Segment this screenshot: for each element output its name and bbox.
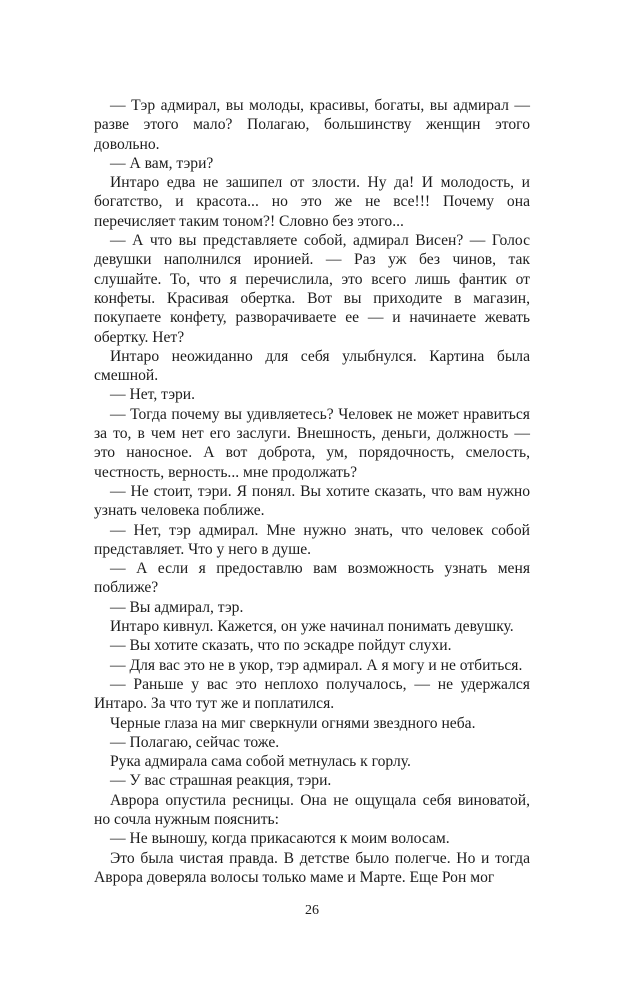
paragraph: — А вам, тэри? xyxy=(110,154,214,172)
paragraph: — Вы адмирал, тэр. xyxy=(110,598,244,616)
paragraph: — Не стоит, тэри. Я понял. Вы хотите сказать, что вам нужно узнать человека поближе. xyxy=(94,482,530,520)
page-body xyxy=(94,96,530,887)
paragraph: — У вас страшная реакция, тэри. xyxy=(110,772,332,790)
paragraph: — Тэр адмирал, вы молоды, красивы, богаты, вы адмирал — разве этого мало? Полагаю, большинству женщин этого довольно. xyxy=(94,97,530,153)
paragraph: — Нет, тэр адмирал. Мне нужно знать, что человек собой представляет. Что у него в душе. xyxy=(94,521,530,558)
paragraph: — Для вас это не в укор, тэр адмирал. А я могу и не отбиться. xyxy=(110,656,523,674)
paragraph: Рука адмирала сама собой метнулась к горлу. xyxy=(110,753,411,771)
paragraph: Черные глаза на миг сверкнули огнями звездного неба. xyxy=(110,714,476,732)
paragraph: — А что вы представляете собой, адмирал Висен? — Голос девушки наполнился иронией. — Раз уж без чинов, так слушайте. То, что я перечислила, это всего лишь фантик от конфеты. Красивая обертка. Вот вы приходите в магазин, покупаете конфету, разворачиваете ее — и начинаете жевать обертку. Нет? xyxy=(94,232,530,346)
paragraph: Интаро едва не зашипел от злости. Ну да! И молодость, и богатство, и красота... но это же не все!!! Почему она перечисляет таким тоном?! Словно без этого... xyxy=(94,174,530,230)
paragraph: Аврора опустила ресницы. Она не ощущала себя виноватой, но сочла нужным пояснить: xyxy=(94,791,530,828)
paragraph: — Нет, тэри. xyxy=(110,386,196,404)
paragraph: — Раньше у вас это неплохо получалось, — не удержался Интаро. За что тут же и поплатился. xyxy=(94,675,530,713)
paragraph: — А если я предоставлю вам возможность узнать меня поближе? xyxy=(94,560,530,597)
page-number: 26 xyxy=(305,903,319,918)
paragraph: Интаро кивнул. Кажется, он уже начинал понимать девушку. xyxy=(110,618,514,636)
paragraph: — Полагаю, сейчас тоже. xyxy=(110,733,280,751)
paragraph: Интаро неожиданно для себя улыбнулся. Картина была смешной. xyxy=(94,347,530,385)
paragraph: Это была чистая правда. В детстве было полегче. Но и тогда Аврора доверяла волосы только маме и Марте. Еще Рон мог xyxy=(94,849,530,886)
paragraph: — Тогда почему вы удивляетесь? Человек не может нравиться за то, в чем нет его заслуги. Внешность, деньги, должность — это наносное. А вот доброта, ум, порядочность, смелость, честность, верность... мне продолжать? xyxy=(94,405,530,481)
paragraph: — Вы хотите сказать, что по эскадре пойдут слухи. xyxy=(110,637,452,655)
paragraph: — Не выношу, когда прикасаются к моим волосам. xyxy=(110,830,450,848)
